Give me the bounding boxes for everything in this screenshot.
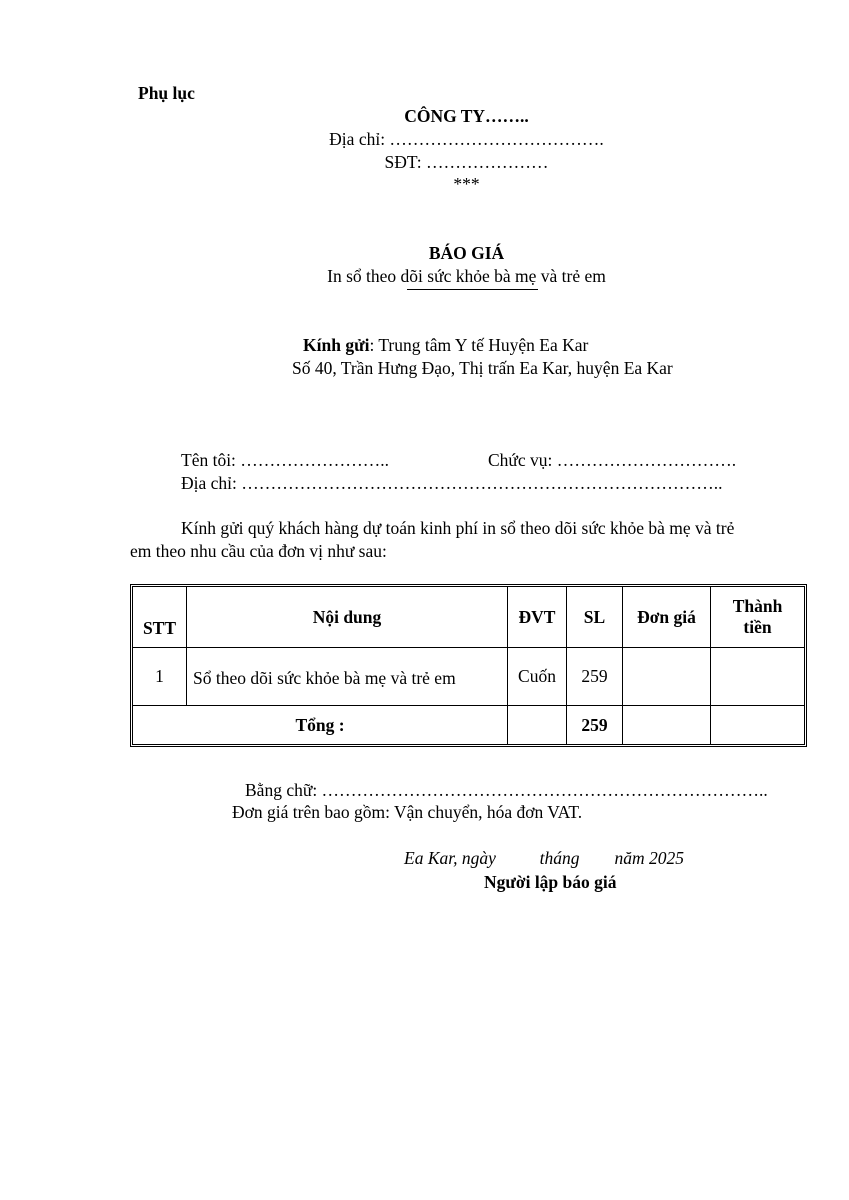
intro-line-2: em theo nhu cầu của đơn vị như sau: <box>130 541 387 561</box>
row-unit: Cuốn <box>508 648 567 706</box>
header-content: Nội dung <box>187 587 508 648</box>
header-price: Đơn giá <box>623 587 711 648</box>
header-stt: STT <box>133 587 187 648</box>
recipient-address: Số 40, Trần Hưng Đạo, Thị trấn Ea Kar, huyện Ea Kar <box>292 358 673 378</box>
appendix-label: Phụ lục <box>138 83 195 103</box>
row-total <box>711 648 804 706</box>
place-date: Ea Kar, ngày tháng năm 2025 <box>404 848 684 868</box>
row-qty: 259 <box>567 648 623 706</box>
total-qty: 259 <box>567 706 623 744</box>
total-amount <box>711 706 804 744</box>
table-row <box>133 648 804 706</box>
subtitle-underline <box>407 289 538 290</box>
table-total-row <box>133 706 804 744</box>
table-header-row <box>133 587 804 648</box>
signer-title: Người lập báo giá <box>484 872 617 892</box>
document-title: BÁO GIÁ <box>428 243 505 263</box>
quotation-table <box>130 584 807 747</box>
recipient-line <box>303 335 588 356</box>
header-unit: ĐVT <box>508 587 567 648</box>
header-total-line1: Thành <box>732 596 783 616</box>
header-total-line2: tiền <box>743 617 772 637</box>
row-content: Sổ theo dõi sức khỏe bà mẹ và trẻ em <box>187 648 508 706</box>
sender-name-field: Tên tôi: …………………….. <box>181 450 390 470</box>
row-price <box>623 648 711 706</box>
sender-address-field: Địa chỉ: ……………………………………………………………………….. <box>181 473 723 493</box>
intro-line-1: Kính gửi quý khách hàng dự toán kinh phí in sổ theo dõi sức khỏe bà mẹ và trẻ <box>181 518 735 538</box>
company-name: CÔNG TY…….. <box>404 106 529 126</box>
total-label: Tổng : <box>133 706 508 744</box>
recipient-name: : Trung tâm Y tế Huyện Ea Kar <box>369 335 589 355</box>
company-phone: SĐT: ………………… <box>384 152 549 172</box>
company-address: Địa chỉ: ………………………………. <box>329 129 604 149</box>
recipient-label: Kính gửi <box>303 335 370 355</box>
row-stt: 1 <box>133 648 187 706</box>
header-qty: SL <box>567 587 623 648</box>
header-total <box>711 587 804 648</box>
total-unit <box>508 706 567 744</box>
company-separator: *** <box>453 174 480 194</box>
price-note: Đơn giá trên bao gồm: Vận chuyển, hóa đơn VAT. <box>232 802 583 822</box>
document-subtitle: In sổ theo dõi sức khỏe bà mẹ và trẻ em <box>327 266 606 286</box>
amount-in-words: Bằng chữ: ………………………………………………………………….. <box>245 780 768 800</box>
sender-position-field: Chức vụ: …………………………. <box>488 450 737 470</box>
total-price <box>623 706 711 744</box>
